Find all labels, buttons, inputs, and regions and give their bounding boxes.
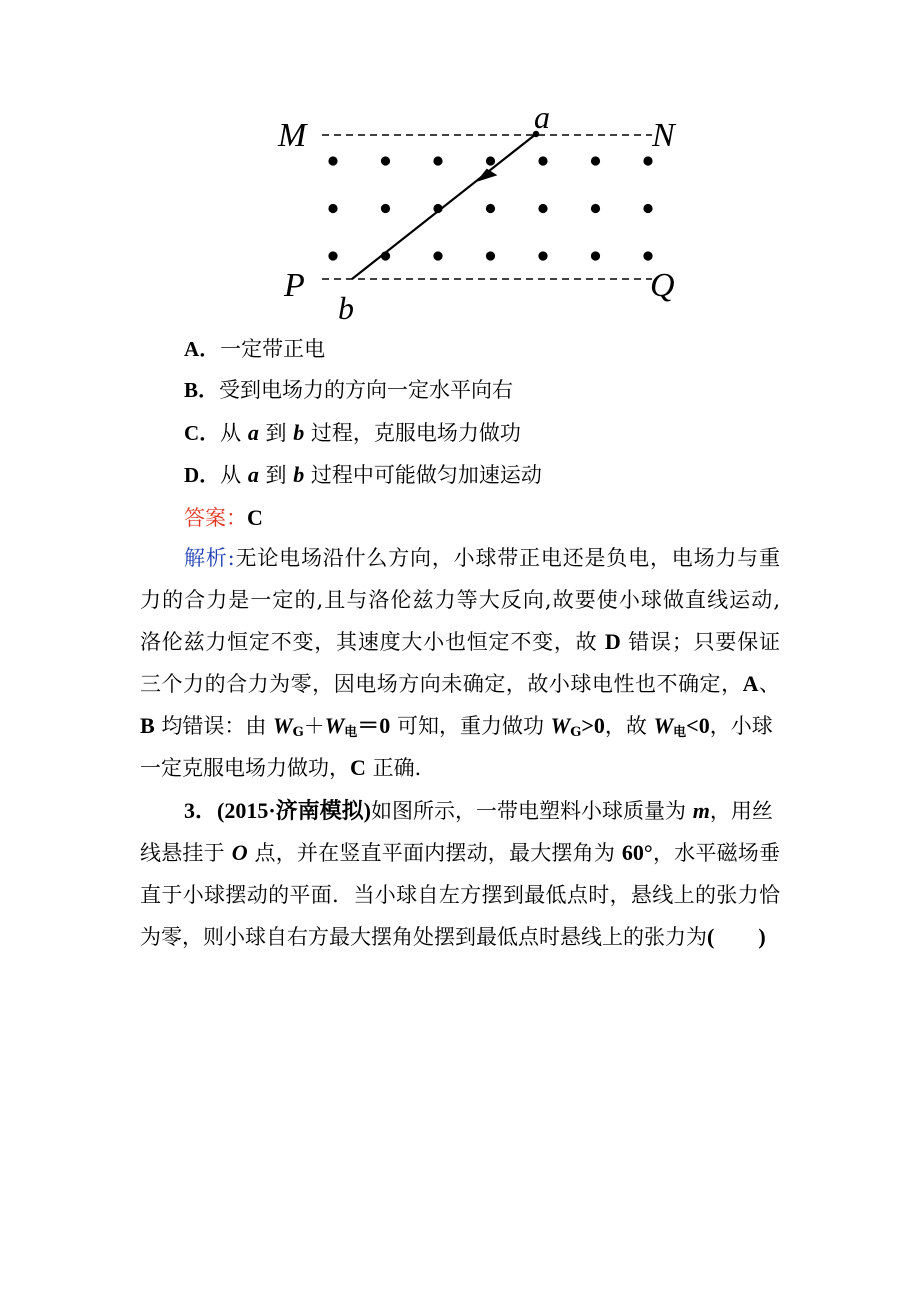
- question-line: [140, 874, 780, 916]
- option-letter: C．: [184, 421, 221, 445]
- field-dot: [328, 156, 337, 165]
- option-text: 从: [220, 463, 248, 487]
- subscript-g: G: [570, 725, 582, 740]
- option-text: 一定带正电: [220, 337, 326, 361]
- option-letter: B．: [184, 378, 220, 402]
- answer-bracket-close: ): [758, 924, 766, 949]
- analysis-text: 一定克服电场力做功，: [140, 756, 350, 780]
- option-d: [184, 460, 542, 490]
- question-paragraph: [140, 790, 780, 958]
- option-text: 到: [258, 463, 294, 487]
- label-n: N: [652, 117, 675, 154]
- field-dot: [328, 251, 337, 260]
- question-line: [140, 832, 780, 874]
- analysis-label: 解析:: [184, 546, 235, 570]
- field-dot: [643, 251, 652, 260]
- analysis-text: 三个力的合力为零，因电场方向未确定，故小球电性也不确定，: [140, 672, 743, 696]
- field-dot: [486, 251, 495, 260]
- subscript-dian: 电: [344, 725, 358, 740]
- analysis-line: [140, 705, 780, 747]
- analysis-text: 洛伦兹力恒定不变，其速度大小也恒定不变，故: [140, 630, 605, 654]
- field-dot: [486, 204, 495, 213]
- option-c: [184, 418, 521, 448]
- field-dot: [433, 156, 442, 165]
- question-text: 直于小球摆动的平面．当小球自左方摆到最低点时，悬线上的张力恰: [140, 883, 780, 907]
- var-b: b: [293, 420, 305, 445]
- subscript-g: G: [292, 725, 304, 740]
- question-text: 线悬挂于: [140, 841, 232, 865]
- analysis-text: <0: [686, 713, 710, 738]
- field-dot: [381, 156, 390, 165]
- analysis-text: 、: [758, 672, 781, 696]
- field-dot: [486, 156, 495, 165]
- option-text: 过程，克服电场力做功: [304, 421, 521, 445]
- var-w: W: [653, 713, 674, 738]
- var-w: W: [273, 713, 293, 738]
- analysis-text: ，小球: [709, 714, 773, 738]
- analysis-line: [140, 747, 780, 789]
- field-dot: [328, 204, 337, 213]
- question-text: ，用丝: [709, 799, 773, 823]
- option-letter: D．: [184, 463, 221, 487]
- question-text: 点，并在竖直平面内摆动，最大摆角为: [247, 841, 622, 865]
- analysis-paragraph: [140, 537, 780, 789]
- analysis-line: [140, 537, 780, 579]
- question-source: (2015·济南模拟): [217, 798, 372, 823]
- question-text: ，水平磁场垂: [652, 841, 780, 865]
- answer-value: C: [247, 505, 263, 530]
- question-text: 如图所示，一带电塑料小球质量为: [371, 799, 693, 823]
- field-dot: [591, 204, 600, 213]
- var-b: b: [293, 462, 305, 487]
- option-a: [184, 334, 325, 364]
- field-dot: [591, 156, 600, 165]
- answer-bracket-open: (: [707, 924, 715, 949]
- label-a: a: [534, 100, 550, 135]
- analysis-text: ＝0: [357, 713, 391, 738]
- label-b: b: [338, 290, 354, 326]
- var-m: m: [692, 798, 710, 823]
- analysis-text: ，故: [604, 714, 654, 738]
- option-text: 过程中可能做匀加速运动: [304, 463, 542, 487]
- analysis-text: >0: [581, 713, 605, 738]
- subscript-dian: 电: [673, 725, 687, 740]
- analysis-text: D: [604, 629, 621, 654]
- label-q: Q: [650, 267, 675, 304]
- label-m: M: [278, 117, 307, 154]
- field-dot: [538, 204, 547, 213]
- question-text: 为零，则小球自右方最大摆角处摆到最低点时悬线上的张力为: [140, 925, 707, 949]
- var-w: W: [324, 713, 345, 738]
- question-number: 3．: [184, 798, 218, 823]
- var-w: W: [550, 713, 571, 738]
- magnetic-field-diagram: [270, 100, 700, 330]
- option-b: [184, 375, 513, 405]
- answer-label: 答案：: [184, 506, 247, 530]
- field-dot: [538, 156, 547, 165]
- field-dot: [643, 204, 652, 213]
- angle-value: 60°: [621, 840, 653, 865]
- analysis-text: 错误；只要保证: [620, 630, 780, 654]
- question-line: [140, 790, 780, 832]
- option-text: 从: [220, 421, 248, 445]
- option-text: 受到电场力的方向一定水平向右: [219, 378, 514, 402]
- direction-arrow-icon: [479, 170, 495, 180]
- option-text: 到: [258, 421, 294, 445]
- analysis-text: 力的合力是一定的,且与洛伦兹力等大反向,故要使小球做直线运动,: [140, 588, 780, 612]
- analysis-line: [140, 621, 780, 663]
- var-a: a: [247, 462, 259, 487]
- field-dot: [643, 156, 652, 165]
- analysis-line: [140, 663, 780, 705]
- field-dot: [591, 251, 600, 260]
- answer: [184, 503, 263, 533]
- var-a: a: [247, 420, 259, 445]
- analysis-text: 无论电场沿什么方向，小球带正电还是负电，电场力与重: [234, 546, 780, 570]
- field-dot: [538, 251, 547, 260]
- field-dot: [381, 204, 390, 213]
- question-line: [140, 916, 780, 958]
- label-p: P: [284, 267, 305, 304]
- trajectory-line: [352, 134, 536, 279]
- analysis-text: ＋: [303, 714, 325, 738]
- field-dot: [433, 251, 442, 260]
- analysis-text: 正确．: [365, 756, 436, 780]
- analysis-text: 可知，重力做功: [390, 714, 551, 738]
- analysis-text: C: [350, 755, 366, 780]
- analysis-line: [140, 579, 780, 621]
- analysis-text: A: [742, 671, 759, 696]
- analysis-text: B: [140, 713, 155, 738]
- analysis-text: 均错误：由: [154, 714, 274, 738]
- option-letter: A．: [184, 337, 221, 361]
- var-o: O: [231, 840, 248, 865]
